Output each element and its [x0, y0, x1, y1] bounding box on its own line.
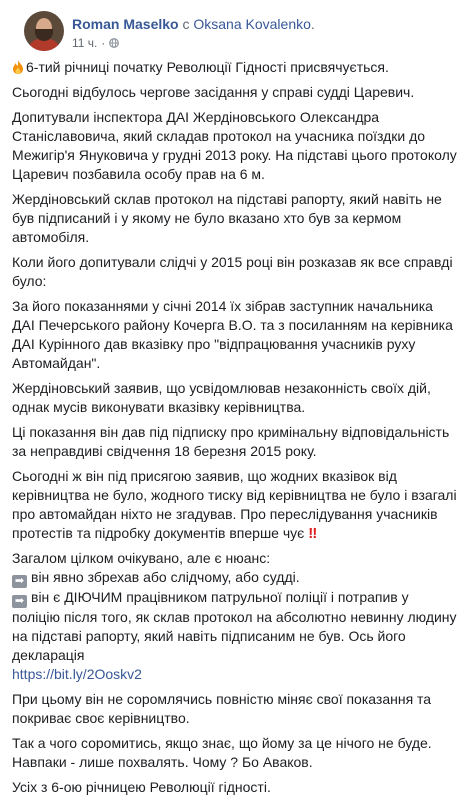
- paragraph: За його показаннями у січні 2014 їх зібрав заступник начальника ДАІ Печерського району Кочерга В.О. та з посиланням на керівника ДАІ Курінного дав вказівку про "відпрацювання учасників руху Автомайдан".: [12, 298, 453, 371]
- meta-separator: ·: [101, 36, 106, 50]
- paragraph: При цьому він не соромлячись повністю міняє свої показання та покриває своє керівництво.: [12, 691, 432, 726]
- tagged-user-link[interactable]: Oksana Kovalenko: [193, 16, 311, 32]
- paragraph: Жердіновський заявив, що усвідомлював незаконність своїх дій, однак мусів виконувати вказівку керівництва.: [12, 380, 431, 415]
- double-exclamation-emoji-icon: ‼: [308, 525, 318, 542]
- paragraph: Усіх з 6-ою річницею Революції гідності.: [12, 779, 271, 795]
- fire-emoji-icon: [12, 60, 24, 74]
- declaration-link[interactable]: https://bit.ly/2Ooskv2: [12, 666, 142, 682]
- paragraph-dedication: 6-тий річниці початку Революції Гідності присвячується.: [12, 58, 457, 77]
- paragraph: Сьогодні відбулось чергове засідання у справі судді Царевич.: [12, 84, 415, 100]
- author-name-link[interactable]: Roman Maselko: [72, 16, 179, 32]
- paragraph: Сьогодні ж він під присягою заявив, що жодних вказівок від керівництва не було, жодного тиску від керівництва не було і взагалі про автомайдан ніхто не згадував. Про переслідування учасників протестів та підробку документів вперше чує ‼: [12, 468, 457, 542]
- paragraph: Коли його допитували слідчі у 2015 році він розказав як все справді було:: [12, 254, 453, 289]
- post-meta: [72, 36, 119, 50]
- paragraph: Жердіновський склав протокол на підставі рапорту, який навіть не був підписаний і у якому не було вказано хто був за кермом автомобіля.: [12, 191, 442, 245]
- post-body: [12, 58, 457, 803]
- right-arrow-emoji-icon: ➡: [12, 575, 27, 588]
- post-author-line: [72, 15, 315, 33]
- paragraph: Ці показання він дав під підписку про кримінальну відповідальність за неправдиві свідчення 18 березня 2015 року.: [12, 424, 450, 459]
- paragraph-nuance: Загалом цілком очікувано, але є нюанс: ➡ він явно збрехав або слідчому, або судді. ➡ він є ДІЮЧИМ працівником патрульної поліції і потрапив у поліцію після того, як склав протокол на абсолютно невинну людину на підставі рапорту, який навіть підписаним не був. Ось його декларація https://bit.ly/2Ooskv2: [12, 550, 457, 682]
- with-word: с: [182, 16, 190, 32]
- avatar[interactable]: [24, 11, 64, 51]
- post-header: [12, 0, 459, 58]
- globe-icon[interactable]: [109, 38, 119, 48]
- post-timestamp[interactable]: 11 ч.: [72, 36, 98, 50]
- paragraph: Так а чого соромитись, якщо знає, що йому за це нічого не буде. Навпаки - лише похвалять. Чому ? Бо Аваков.: [12, 735, 432, 770]
- tagged-suffix: .: [310, 16, 315, 32]
- paragraph: Допитували інспектора ДАІ Жердіновського Олександра Станіславовича, який складав протокол на учасника поїздки до Межигір'я Януковича у грудні 2013 року. На підставі цього протоколу Царевич позбавила особу прав на 6 м.: [12, 109, 457, 182]
- right-arrow-emoji-icon: ➡: [12, 595, 27, 608]
